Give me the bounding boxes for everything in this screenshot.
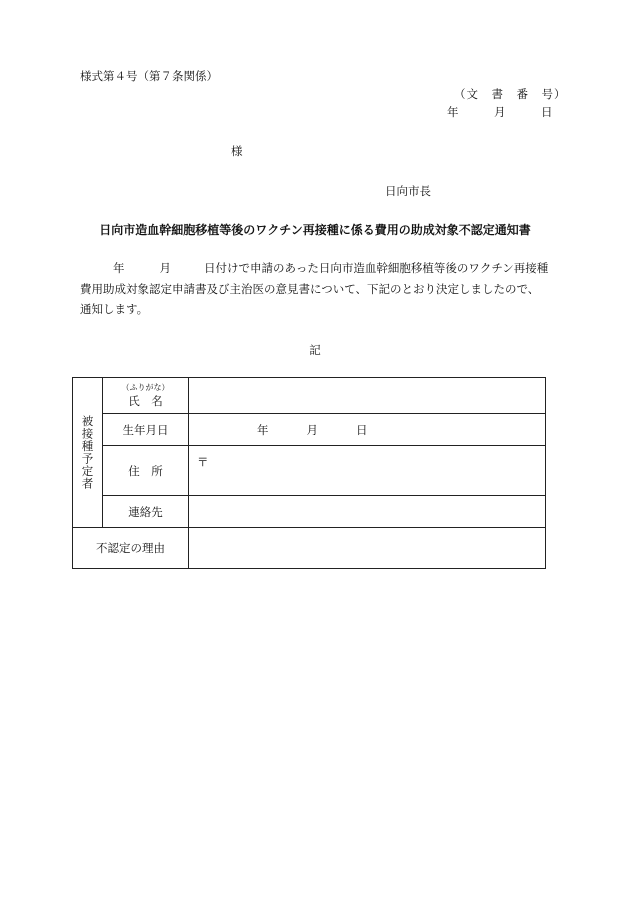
contact-label: 連絡先 (103, 496, 189, 528)
reason-label: 不認定の理由 (73, 528, 189, 569)
issue-day: 日 (541, 105, 553, 119)
name-label: 氏 名 (128, 393, 163, 408)
detail-table (72, 377, 546, 569)
body-paragraph (80, 258, 550, 320)
dob-field[interactable] (189, 414, 546, 446)
address-label: 住 所 (103, 446, 189, 496)
name-label-cell (103, 378, 189, 414)
body-year: 年 (113, 261, 125, 275)
postal-mark: 〒 (197, 455, 209, 469)
group-label-cell (73, 378, 103, 528)
body-month: 月 (159, 261, 171, 275)
contact-field[interactable] (189, 496, 546, 528)
dob-label: 生年月日 (103, 414, 189, 446)
body-text: 日付けで申請のあった日向市造血幹細胞移植等後のワクチン再接種費用助成対象認定申請書及び主治医の意見書について、下記のとおり決定しましたので、通知します。 (80, 261, 549, 316)
dob-day: 日 (356, 422, 368, 437)
addressee: 様 (231, 144, 243, 158)
dob-year: 年 (257, 422, 269, 437)
ki-heading: 記 (309, 343, 321, 357)
address-field[interactable] (189, 446, 546, 496)
reason-field[interactable] (189, 528, 546, 569)
group-label: 被接種予定者 (80, 415, 95, 490)
issue-year: 年 (447, 105, 459, 119)
issue-month: 月 (494, 105, 506, 119)
furigana-label: （ふりがな） (121, 382, 170, 392)
form-number: 様式第４号（第７条関係） (80, 69, 218, 83)
document-number: （文 書 番 号） (454, 87, 567, 101)
issue-date (447, 104, 553, 120)
dob-month: 月 (306, 422, 318, 437)
name-field[interactable] (189, 378, 546, 414)
document-title: 日向市造血幹細胞移植等後のワクチン再接種に係る費用の助成対象不認定通知書 (99, 223, 531, 237)
sender: 日向市長 (385, 184, 431, 198)
